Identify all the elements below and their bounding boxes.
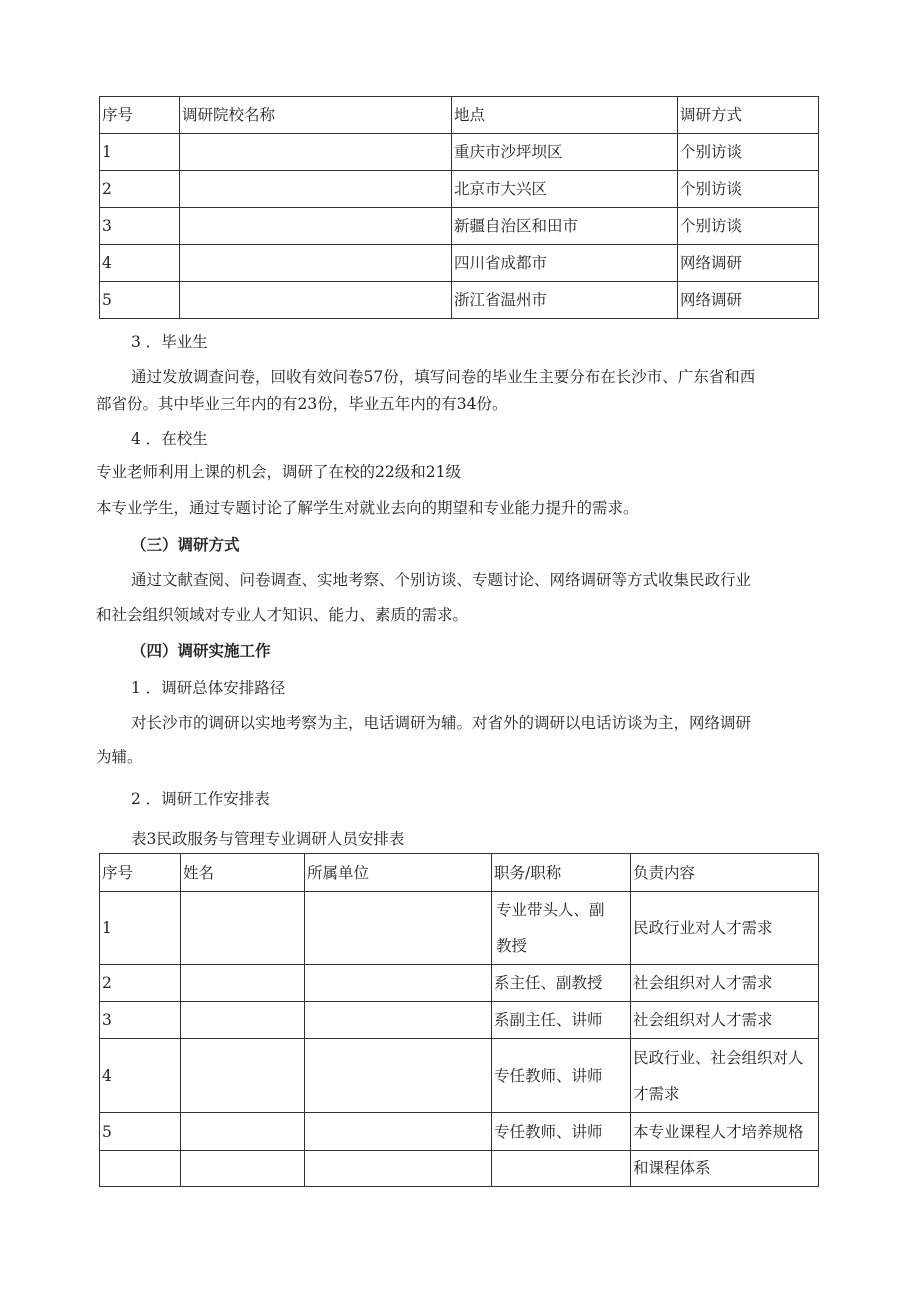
paragraph-line: 部省份。其中毕业三年内的有23份，毕业五年内的有34份。 xyxy=(96,395,508,413)
col-header: 序号 xyxy=(100,97,180,134)
table-cell xyxy=(180,134,452,171)
paragraph-line: 本专业学生，通过专题讨论了解学生对就业去向的期望和专业能力提升的需求。 xyxy=(96,499,639,517)
row-divider xyxy=(99,1150,818,1151)
table-cell: 专任教师、讲师 xyxy=(492,1113,631,1187)
table-cell: 2 xyxy=(100,965,181,1002)
table-row xyxy=(100,1039,819,1113)
table-row xyxy=(100,134,819,171)
table-cell xyxy=(305,1002,492,1039)
table-cell: 浙江省温州市 xyxy=(452,282,678,319)
table-cell: 4 xyxy=(100,245,180,282)
col-header: 调研院校名称 xyxy=(180,97,452,134)
table-cell: 1 xyxy=(100,134,180,171)
table-cell: 新疆自治区和田市 xyxy=(452,208,678,245)
table-cell xyxy=(180,282,452,319)
table-cell xyxy=(180,171,452,208)
table-cell: 本专业课程人才培养规格和课程体系 xyxy=(631,1113,819,1187)
paragraph-line: 通过发放调查问卷，回收有效问卷57份，填写问卷的毕业生主要分布在长沙市、广东省和西 xyxy=(131,368,756,386)
table-cell: 社会组织对人才需求 xyxy=(631,965,819,1002)
section-4-title: 4 ．在校生 xyxy=(131,430,208,448)
table-cell: 北京市大兴区 xyxy=(452,171,678,208)
heading-survey-method: （三）调研方式 xyxy=(131,535,240,554)
table-row xyxy=(100,282,819,319)
table-cell xyxy=(181,965,305,1002)
table-cell xyxy=(180,208,452,245)
table-row xyxy=(100,892,819,965)
col-header: 地点 xyxy=(452,97,678,134)
col-header: 负责内容 xyxy=(631,854,819,892)
table-cell: 系主任、副教授 xyxy=(492,965,631,1002)
table-row xyxy=(100,171,819,208)
paragraph-line: 为辅。 xyxy=(96,748,143,766)
staff-arrangement-table xyxy=(99,853,819,1187)
table-cell: 社会组织对人才需求 xyxy=(631,1002,819,1039)
table-row xyxy=(100,965,819,1002)
table-cell: 个别访谈 xyxy=(678,134,819,171)
paragraph-line: 和社会组织领域对专业人才知识、能力、素质的需求。 xyxy=(96,606,469,624)
table-cell: 网络调研 xyxy=(678,282,819,319)
table-row xyxy=(100,245,819,282)
table-cell xyxy=(181,1002,305,1039)
table-cell: 个别访谈 xyxy=(678,208,819,245)
section-3-title: 3 ．毕业生 xyxy=(131,333,208,351)
table-cell xyxy=(181,892,305,965)
col-header: 序号 xyxy=(100,854,181,892)
table-row xyxy=(100,1002,819,1039)
table-cell: 民政行业、社会组织对人才需求 xyxy=(631,1039,819,1113)
table-caption: 表3民政服务与管理专业调研人员安排表 xyxy=(131,830,405,848)
col-header: 职务/职称 xyxy=(492,854,631,892)
table-cell: 民政行业对人才需求 xyxy=(631,892,819,965)
table-cell: 专业带头人、副教授 xyxy=(492,892,631,965)
table-row xyxy=(100,208,819,245)
table-cell: 3 xyxy=(100,1002,181,1039)
subsection-1-title: 1 ．调研总体安排路径 xyxy=(131,679,286,697)
col-header: 姓名 xyxy=(181,854,305,892)
paragraph-line: 对长沙市的调研以实地考察为主，电话调研为辅。对省外的调研以电话访谈为主，网络调研 xyxy=(131,714,752,732)
table-cell: 个别访谈 xyxy=(678,171,819,208)
col-header: 所属单位 xyxy=(305,854,492,892)
table-cell: 重庆市沙坪坝区 xyxy=(452,134,678,171)
table-cell xyxy=(305,892,492,965)
table-cell: 4 xyxy=(100,1039,181,1113)
heading-implementation: （四）调研实施工作 xyxy=(131,641,271,660)
table-cell: 5 xyxy=(100,1113,181,1187)
table-cell: 四川省成都市 xyxy=(452,245,678,282)
table-cell: 2 xyxy=(100,171,180,208)
table-cell xyxy=(305,1039,492,1113)
table-cell: 网络调研 xyxy=(678,245,819,282)
table-cell: 1 xyxy=(100,892,181,965)
table-cell: 3 xyxy=(100,208,180,245)
paragraph-line: 专业老师利用上课的机会，调研了在校的22级和21级 xyxy=(96,463,461,481)
subsection-2-title: 2 ．调研工作安排表 xyxy=(131,790,270,808)
table-cell: 5 xyxy=(100,282,180,319)
table-cell xyxy=(180,245,452,282)
col-header: 调研方式 xyxy=(678,97,819,134)
table-cell: 专任教师、讲师 xyxy=(492,1039,631,1113)
table-cell xyxy=(305,965,492,1002)
survey-schools-table xyxy=(99,96,819,319)
paragraph-line: 通过文献查阅、问卷调查、实地考察、个别访谈、专题讨论、网络调研等方式收集民政行业 xyxy=(131,571,752,589)
table-header-row xyxy=(100,854,819,892)
table-cell: 系副主任、讲师 xyxy=(492,1002,631,1039)
table-header-row xyxy=(100,97,819,134)
table-cell xyxy=(181,1039,305,1113)
